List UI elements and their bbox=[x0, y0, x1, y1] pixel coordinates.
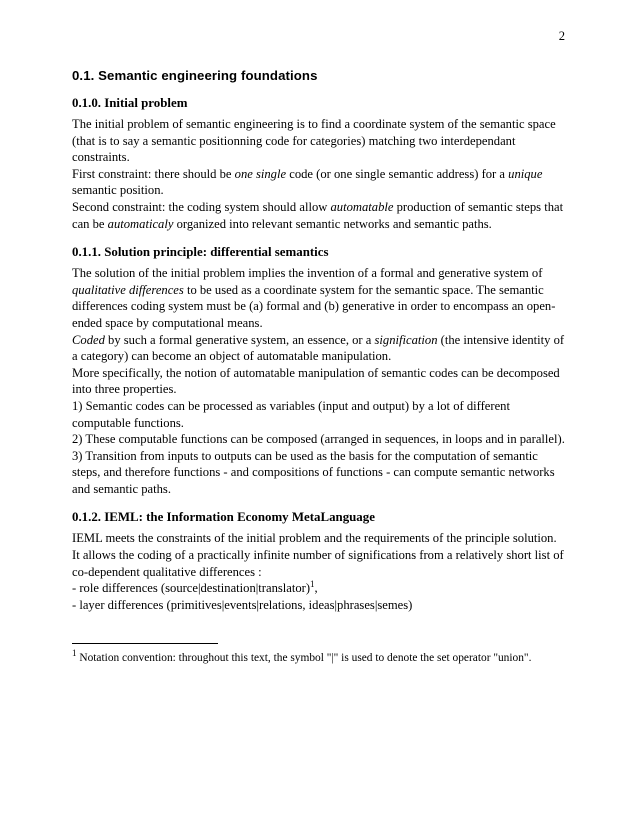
section-heading-ieml: 0.1.2. IEML: the Information Economy MetaLanguage bbox=[72, 510, 375, 525]
paragraph: First constraint: there should be one single code (or one single semantic address) for a unique semantic position. bbox=[72, 166, 543, 198]
paragraph: 3) Transition from inputs to outputs can be used as the basis for the computation of semantic steps, and therefore functions - and compositions of functions - can compute semantic networks and semantic paths. bbox=[72, 448, 555, 496]
section-solution-principle bbox=[72, 245, 565, 497]
footnote bbox=[72, 643, 565, 666]
paragraph: 1) Semantic codes can be processed as variables (input and output) by a lot of different computable functions. bbox=[72, 398, 510, 430]
paragraph: 2) These computable functions can be composed (arranged in sequences, in loops and in parallel). bbox=[72, 432, 565, 447]
paragraph: The solution of the initial problem implies the invention of a formal and generative system of qualitative differences to be used as a coordinate system for the semantic space. The semantic differences coding system must be (a) formal and (b) generative in order to encompass an open-ended space by computational means. bbox=[72, 266, 556, 330]
paragraph: Coded by such a formal generative system, an essence, or a signification (the intensive identity of a category) can become an object of automatable manipulation. bbox=[72, 332, 565, 364]
paragraph: The initial problem of semantic engineering is to find a coordinate system of the semantic space (that is to say a semantic positionning code for categories) matching two interdependant constraints. bbox=[72, 117, 556, 165]
page-title: 0.1. Semantic engineering foundations bbox=[72, 68, 318, 83]
section-heading-solution-principle: 0.1.1. Solution principle: differential semantics bbox=[72, 245, 329, 260]
page-number: 2 bbox=[558, 29, 565, 43]
paragraph: It allows the coding of a practically infinite number of significations from a relatively short list of co-dependent qualitative differences : bbox=[72, 548, 564, 579]
paragraph: - layer differences (primitives|events|relations, ideas|phrases|semes) bbox=[72, 597, 413, 612]
section-initial-problem bbox=[72, 96, 565, 232]
paragraph: - role differences (source|destination|translator)$^1$, bbox=[72, 579, 318, 596]
footnote-rule bbox=[72, 643, 218, 644]
footnote-text: $^1$ Notation convention: throughout this text, the symbol "|" is used to denote the set operator "union". bbox=[72, 648, 532, 665]
section-ieml bbox=[72, 510, 565, 613]
paragraph: More specifically, the notion of automatable manipulation of semantic codes can be decomposed into three properties. bbox=[72, 365, 560, 397]
paragraph: Second constraint: the coding system should allow automatable production of semantic steps that can be automaticaly organized into relevant semantic networks and semantic paths. bbox=[72, 199, 564, 231]
section-heading-initial-problem: 0.1.0. Initial problem bbox=[72, 96, 188, 110]
paragraph: IEML meets the constraints of the initial problem and the requirements of the principle solution. bbox=[72, 531, 557, 546]
